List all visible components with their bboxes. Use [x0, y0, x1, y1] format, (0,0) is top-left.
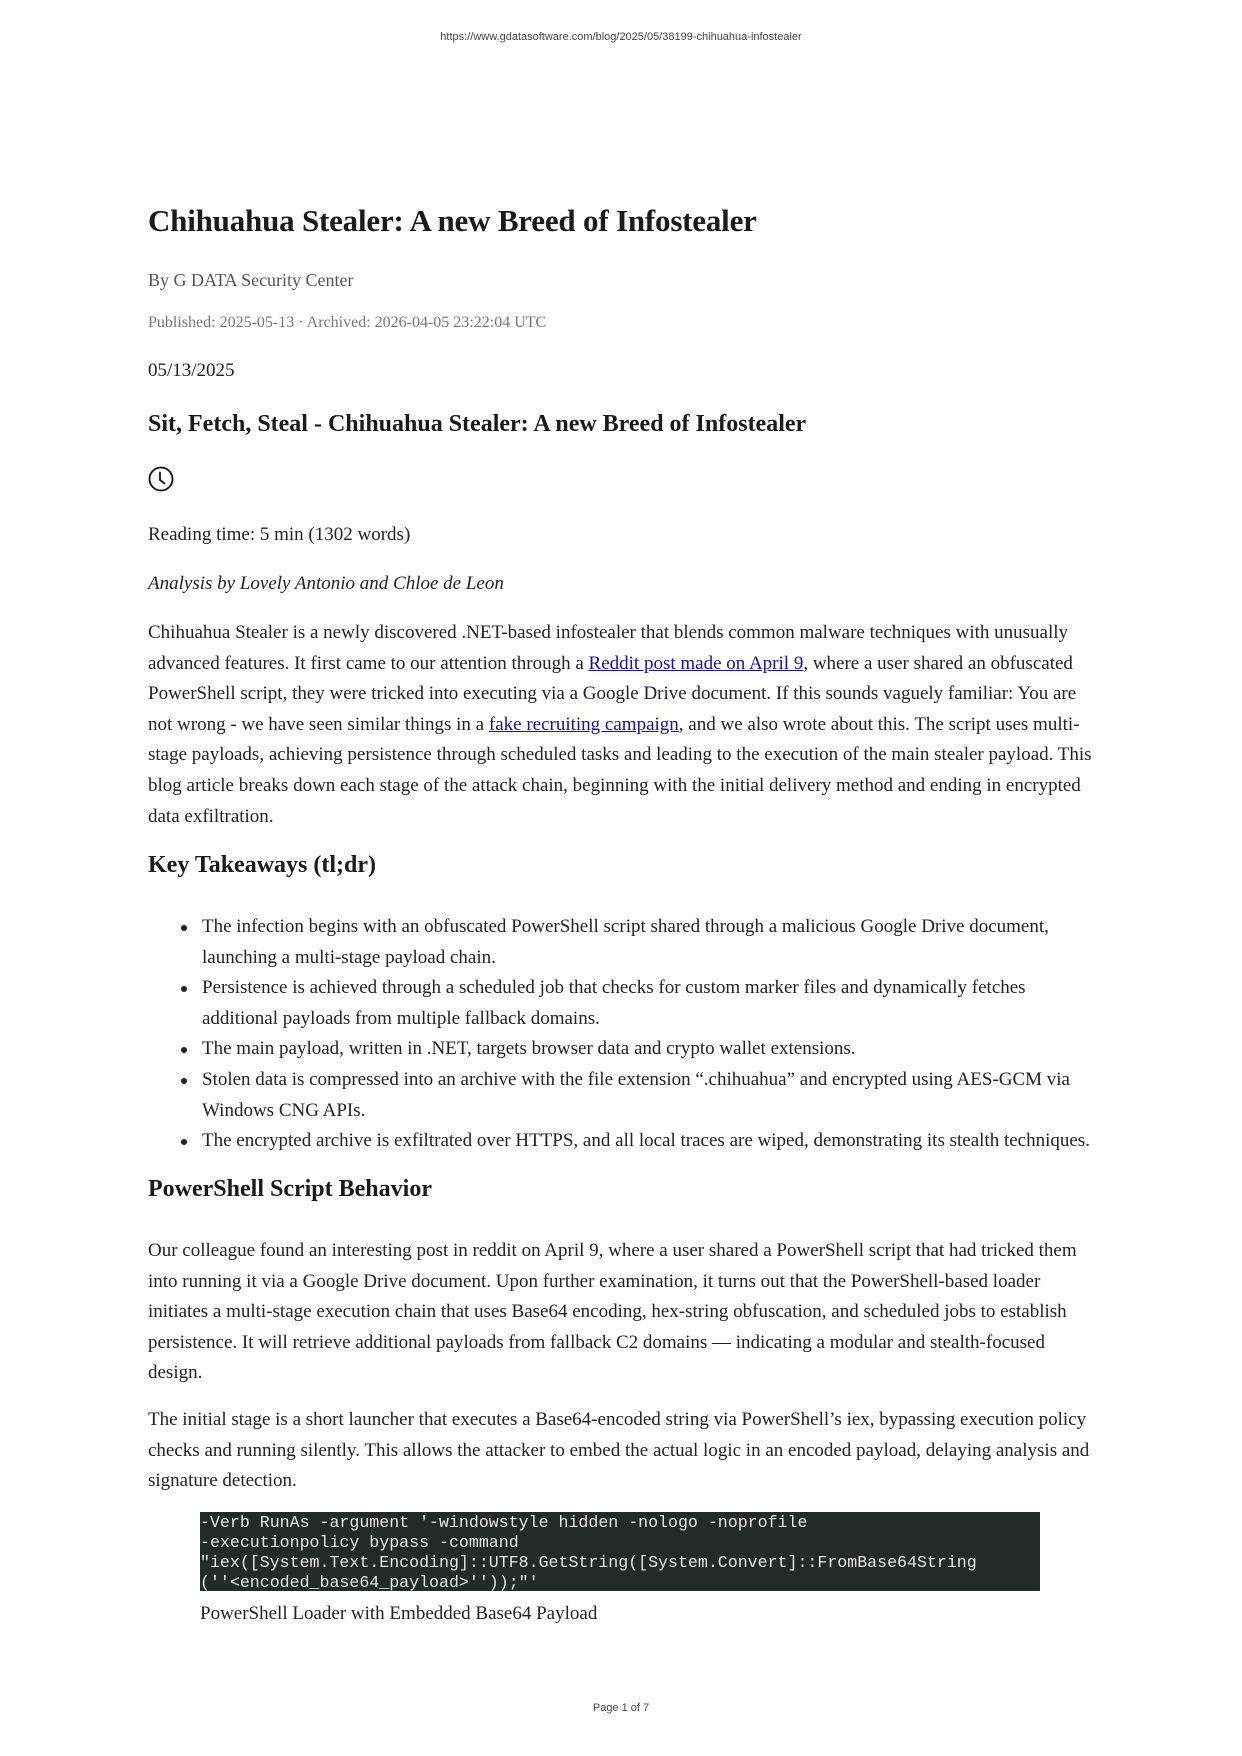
powershell-paragraph-2: The initial stage is a short launcher that executes a Base64-encoded string via PowerShell’s iex, bypassing execution policy checks and running silently. This allows the attacker to embed the actual logic in an encoded payload, delaying analysis and signature detection. [148, 1409, 1090, 1492]
code-line: (''<encoded_base64_payload>''));"' [200, 1573, 539, 1591]
intro-text-3: , and we also wrote about this. The script uses multi-stage payloads, achieving persistence through scheduled tasks and leading to the execution of the main stealer payload. This blog article breaks down each stage of the attack chain, beginning with the initial delivery method and ending in encrypted data exfiltration. [148, 713, 1092, 827]
powershell-code-screenshot [200, 1512, 1040, 1591]
takeaway-item: The infection begins with an obfuscated PowerShell script shared through a malicious Google Drive document, launching a multi-stage payload chain. [202, 912, 1102, 973]
key-takeaways-list [148, 912, 1102, 1157]
page-number: Page 1 of 7 [592, 1702, 650, 1714]
reading-time: Reading time: 5 min (1302 words) [148, 524, 411, 545]
page-url-header: https://www.gdatasoftware.com/blog/2025/05/38199-chihuahua-infostealer [440, 31, 802, 43]
key-takeaways-heading: Key Takeaways (tl;dr) [148, 852, 376, 878]
article-subtitle: Sit, Fetch, Steal - Chihuahua Stealer: A new Breed of Infostealer [148, 411, 807, 437]
takeaway-item: The main payload, written in .NET, targets browser data and crypto wallet extensions. [202, 1034, 1102, 1065]
intro-paragraph [148, 618, 1098, 832]
intro-text-1: Chihuahua Stealer is a newly discovered .NET-based infostealer that blends common malware techniques with unusually advanced features. It first came to our attention through a [148, 622, 1069, 674]
intro-text-2: , where a user shared an obfuscated PowerShell script, they were tricked into executing via a Google Drive document. If this sounds vaguely familiar: You are not wrong - we have seen similar things in a [148, 652, 1077, 735]
publish-archive-meta: Published: 2025-05-13 · Archived: 2026-04-05 23:22:04 UTC [148, 314, 547, 331]
code-line: -Verb RunAs -argument '-windowstyle hidden -nologo -noprofile [200, 1513, 808, 1532]
reddit-post-link[interactable]: Reddit post made on April 9 [588, 652, 804, 674]
powershell-behavior-heading: PowerShell Script Behavior [148, 1176, 432, 1202]
fake-recruiting-campaign-link[interactable]: fake recruiting campaign [488, 713, 679, 735]
powershell-paragraph-1: Our colleague found an interesting post in reddit on April 9, where a user shared a PowerShell script that had tricked them into running it via a Google Drive document. Upon further examination, it turns out that the PowerShell-based loader initiates a multi-stage execution chain that uses Base64 encoding, hex-string obfuscation, and scheduled jobs to establish persistence. It will retrieve additional payloads from fallback C2 domains — indicating a modular and stealth-focused design. [148, 1240, 1077, 1384]
code-caption: PowerShell Loader with Embedded Base64 Payload [200, 1603, 598, 1624]
article-byline: By G DATA Security Center [148, 270, 354, 290]
clock-icon [148, 466, 174, 492]
analysis-authors: Analysis by Lovely Antonio and Chloe de Leon [148, 573, 504, 594]
code-line: -executionpolicy bypass -command [200, 1533, 519, 1552]
article-title: Chihuahua Stealer: A new Breed of Infostealer [148, 203, 757, 238]
takeaway-item: Persistence is achieved through a scheduled job that checks for custom marker files and dynamically fetches additional payloads from multiple fallback domains. [202, 973, 1102, 1034]
article-date: 05/13/2025 [148, 360, 235, 381]
takeaway-item: Stolen data is compressed into an archive with the file extension “.chihuahua” and encrypted using AES-GCM via Windows CNG APIs. [202, 1065, 1102, 1126]
takeaway-item: The encrypted archive is exfiltrated over HTTPS, and all local traces are wiped, demonstrating its stealth techniques. [202, 1126, 1102, 1157]
code-line: "iex([System.Text.Encoding]::UTF8.GetString([System.Convert]::FromBase64String [200, 1553, 977, 1572]
